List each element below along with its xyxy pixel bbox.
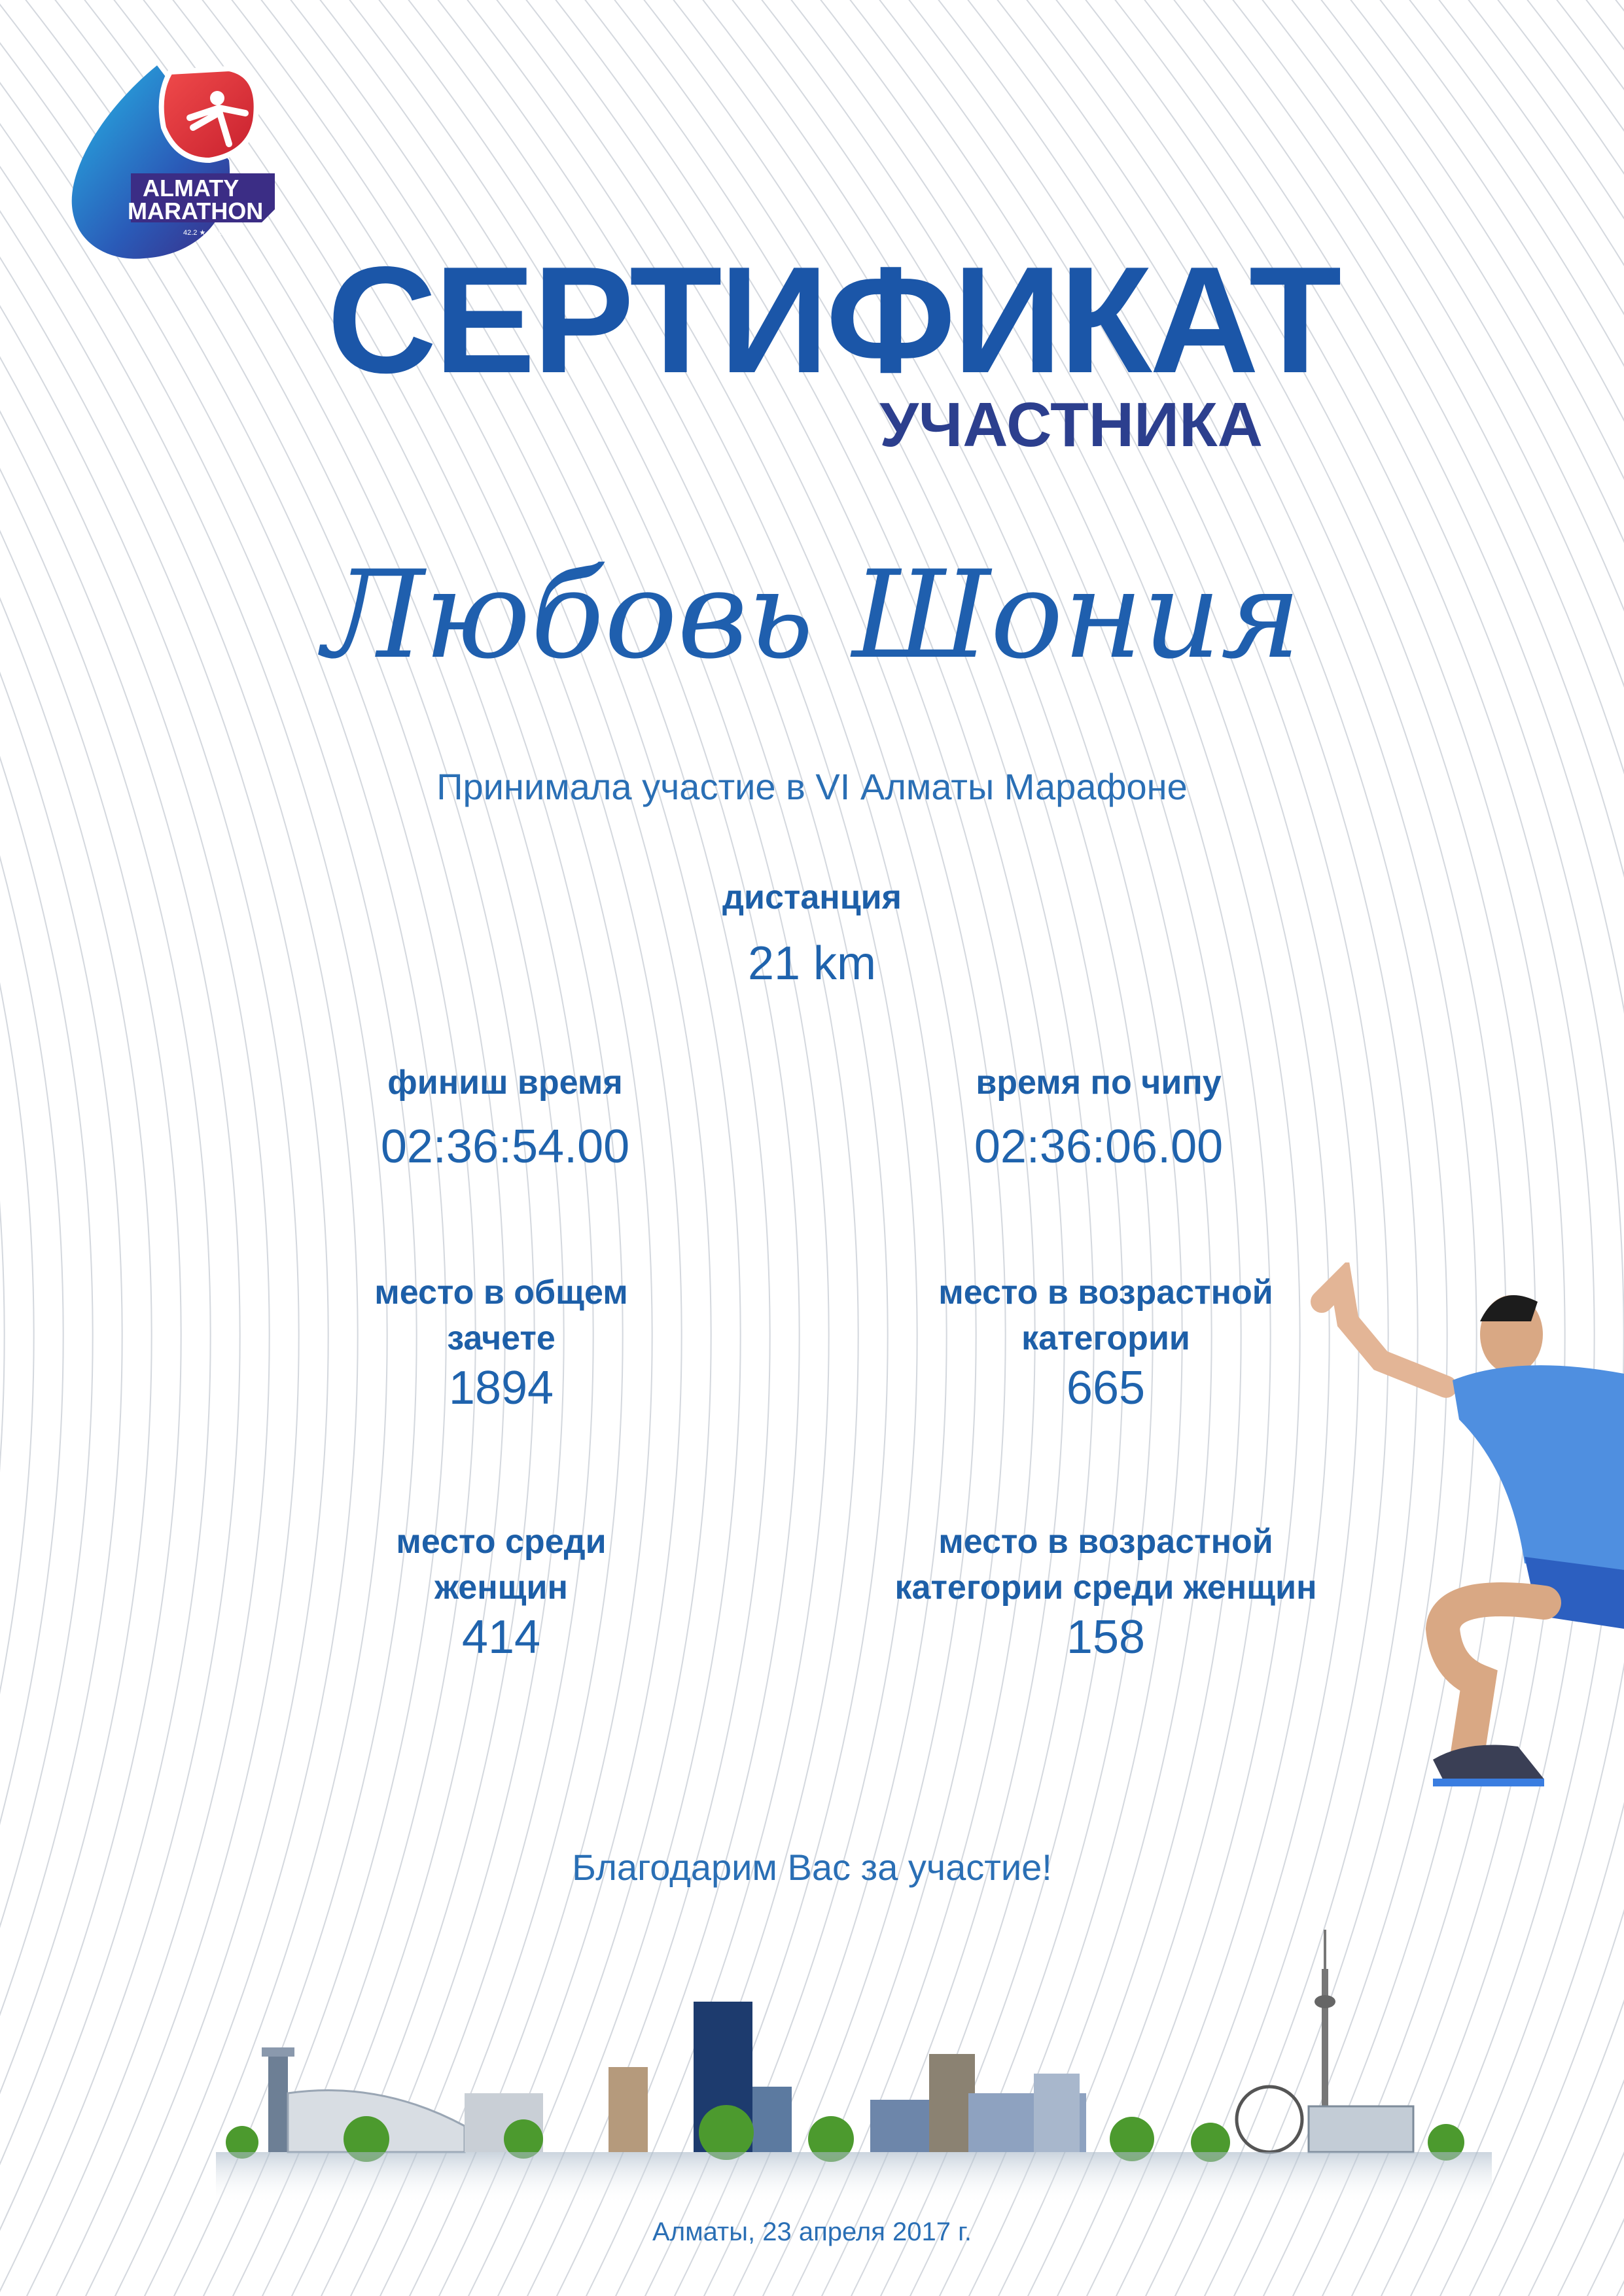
certificate-title: СЕРТИФИКАТ [327,235,1339,405]
logo-text-almaty: ALMATY [143,175,239,201]
women-place-label-2: женщин [434,1569,568,1607]
age-place-value: 665 [1066,1362,1146,1414]
distance-label: дистанция [722,878,902,916]
distance-value: 21 km [747,937,877,990]
chip-time-value: 02:36:06.00 [974,1121,1224,1173]
logo-distances: 42.2 ★ 21.1 ★ 10 ★ 3 [183,229,255,237]
almaty-skyline-illustration [216,1930,1492,2204]
logo-text-marathon: MARATHON [128,198,264,224]
overall-place-block [239,1270,763,1418]
participant-name: Любовь Шония [323,544,1301,686]
finish-time-value: 02:36:54.00 [380,1121,630,1173]
chip-time-label: время по чипу [976,1064,1222,1102]
chip-time-block [837,1060,1360,1176]
certificate-subtitle: УЧАСТНИКА [879,390,1263,460]
age-place-block [844,1270,1368,1418]
overall-place-label-2: зачете [447,1319,556,1357]
women-place-value: 414 [461,1611,541,1663]
age-place-label-1: место в возрастной [938,1274,1273,1312]
thanks-text: Благодарим Вас за участие! [572,1847,1052,1888]
overall-place-label-1: место в общем [374,1274,628,1312]
women-age-place-label-2: категории среди женщин [894,1569,1317,1607]
date-place-text: Алматы, 23 апреля 2017 г. [652,2218,972,2246]
almaty-marathon-logo [65,62,281,265]
runner-illustration [1302,1262,1624,1792]
women-place-block [239,1519,763,1667]
finish-time-block [243,1060,767,1176]
participation-text: Принимала участие в VI Алматы Марафоне [436,766,1188,807]
overall-place-value: 1894 [448,1362,554,1414]
women-age-place-label-1: место в возрастной [938,1523,1273,1561]
finish-time-label: финиш время [387,1064,623,1102]
women-age-place-value: 158 [1066,1611,1146,1663]
women-place-label-1: место среди [396,1523,607,1561]
age-place-label-2: категории [1021,1319,1190,1357]
